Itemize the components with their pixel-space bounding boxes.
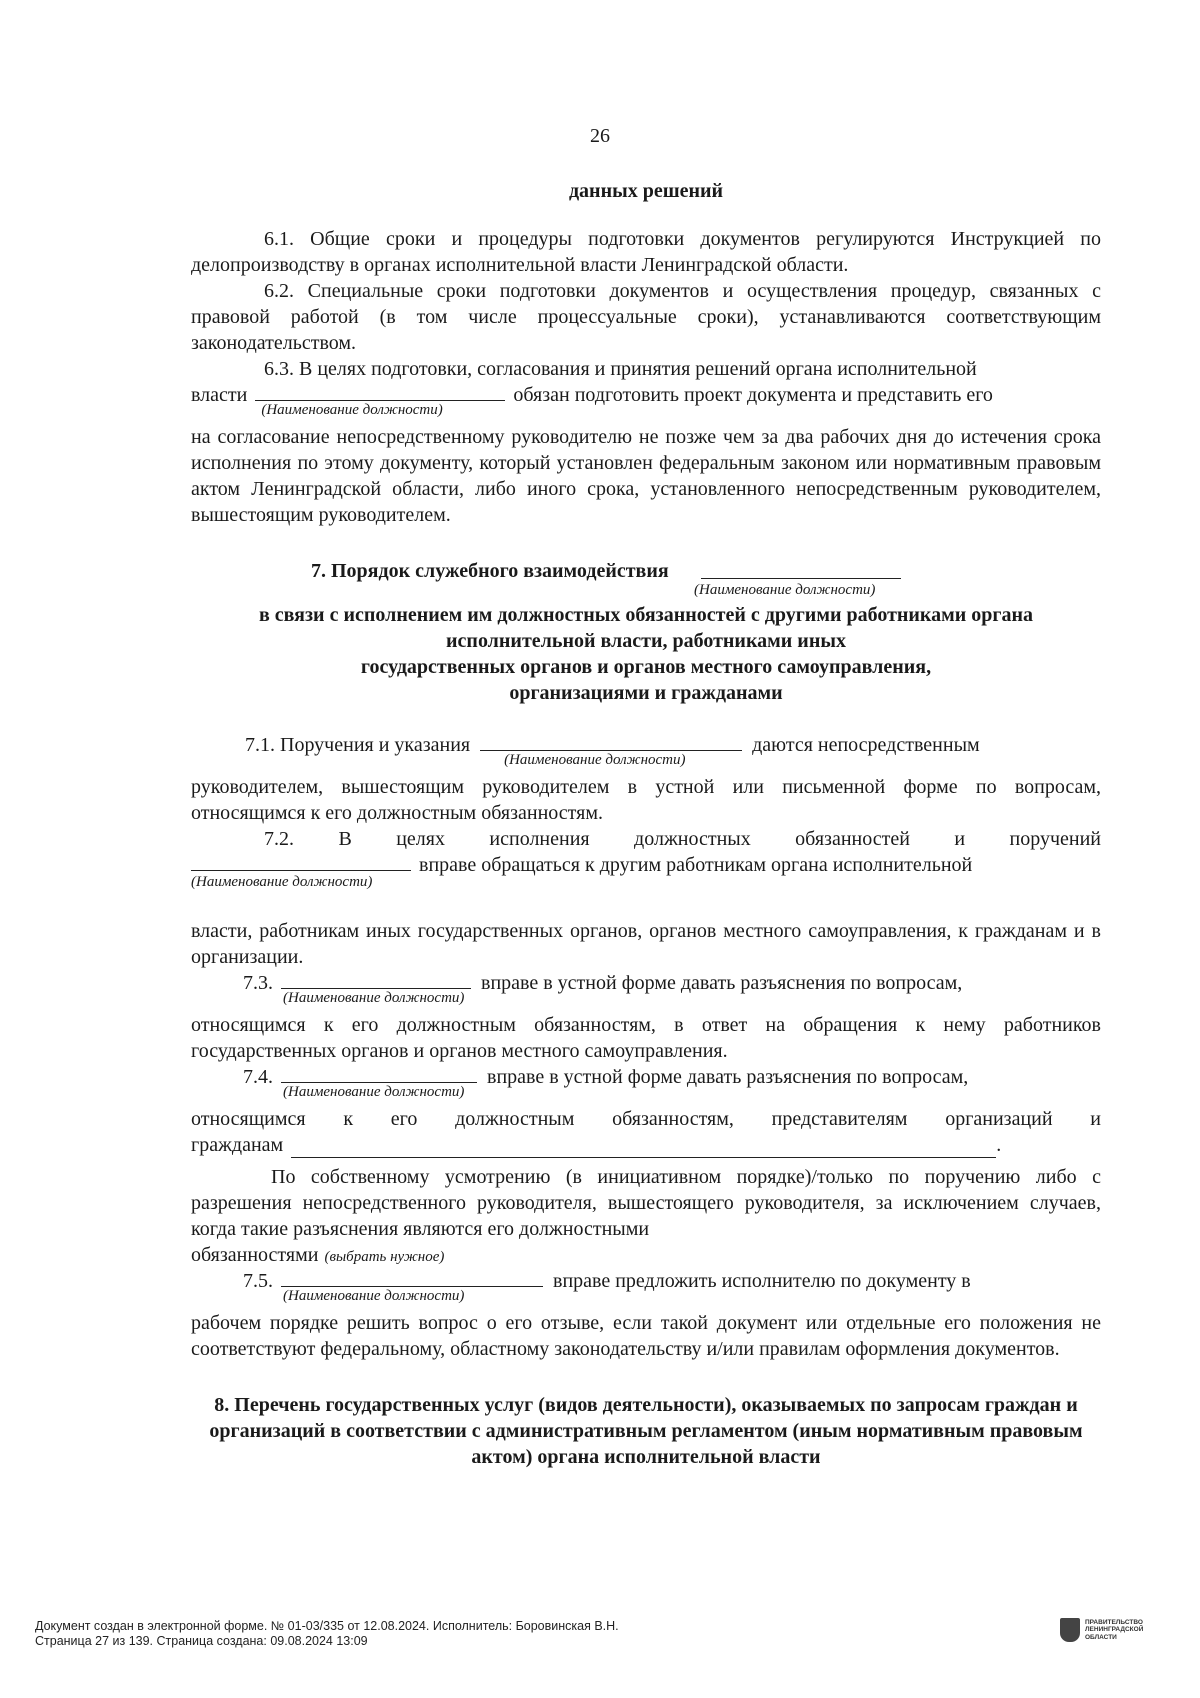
paragraph-7-4-line-5: [191, 1242, 1101, 1268]
text-fragment: даются непосредственным: [752, 734, 980, 756]
paragraph-7-5-line-1: [191, 1268, 1101, 1304]
page-number: 26: [590, 125, 610, 147]
text-fragment: 7.5.: [243, 1270, 273, 1292]
paragraph-6-3-line-1: 6.3. В целях подготовки, согласования и принятия решений органа исполнительной: [264, 358, 977, 380]
paragraph-7-3-line-1: [191, 970, 1101, 1006]
logo-text-line: ПРАВИТЕЛЬСТВО: [1085, 1618, 1143, 1626]
paragraph-7-4-line-2: относящимся к его должностным обязанностям, представителям организаций и: [191, 1108, 1101, 1130]
text-fragment: власти: [191, 384, 248, 406]
section-7-title-part-4: организациями и гражданами: [509, 682, 783, 704]
text-fragment: обязан подготовить проект документа и представить его: [513, 384, 993, 406]
text-fragment: 7.1. Поручения и указания: [245, 734, 471, 756]
text-fragment: вправе обращаться к другим работникам органа исполнительной: [419, 854, 973, 876]
position-hint: (Наименование должности): [283, 1288, 465, 1304]
position-hint: (Наименование должности): [283, 1084, 465, 1100]
coat-of-arms-icon: [1060, 1618, 1080, 1642]
blank-field: [291, 1139, 996, 1158]
text-fragment: гражданам: [191, 1134, 284, 1156]
blank-field: [255, 382, 505, 401]
blank-field: [281, 1268, 543, 1287]
text-fragment: 7.3.: [243, 972, 273, 994]
paragraph-6-2: 6.2. Специальные сроки подготовки документов и осуществления процедур, связанных с правовой работой (в том числе процессуальные сроки), устанавливаются соответствующим законодательством.: [191, 280, 1101, 354]
blank-field: [281, 970, 471, 989]
blank-field: [191, 852, 411, 871]
paragraph-7-2-line-1: 7.2. В целях исполнения должностных обязанностей и поручений: [264, 828, 1101, 850]
paragraph-7-4-line-1: [191, 1064, 1101, 1100]
document-body: [191, 178, 1101, 1470]
section-7-title-part-3: государственных органов и органов местного самоуправления,: [360, 656, 932, 678]
blank-field: [701, 560, 901, 579]
paragraph-7-1-line-1: [191, 732, 1101, 768]
position-hint: (Наименование должности): [191, 874, 373, 890]
position-hint: (Наименование должности): [283, 990, 465, 1006]
text-fragment: .: [996, 1134, 1002, 1156]
paragraph-7-2-line-2: [191, 852, 1101, 890]
section-7-title-row: [191, 558, 1101, 602]
paragraph-6-3-line-3: на согласование непосредственному руководителю не позже чем за два рабочих дня до истечения срока исполнения по этому документу, который установлен федеральным законом или нормативным правовым актом Ленинградской области, либо иного срока, установленного непосредственным руководителем, вышестоящим руководителем.: [191, 426, 1101, 526]
text-fragment: вправе предложить исполнителю по документу в: [553, 1270, 971, 1292]
logo-text: [1085, 1619, 1143, 1642]
document-footer: [35, 1619, 619, 1649]
text-fragment: обязанностями: [191, 1244, 319, 1266]
blank-field: [281, 1064, 477, 1083]
position-hint: (Наименование должности): [261, 402, 443, 418]
text-fragment: вправе в устной форме давать разъяснения по вопросам,: [481, 972, 963, 994]
paragraph-7-2-line-3: власти, работникам иных государственных органов, органов местного самоуправления, к гражданам и в организации.: [191, 920, 1101, 968]
footer-line-1: Документ создан в электронной форме. № 01-03/335 от 12.08.2024. Исполнитель: Боровинская В.Н.: [35, 1619, 619, 1633]
section-8-title: 8. Перечень государственных услуг (видов деятельности), оказываемых по запросам граждан и организаций в соответствии с административным регламентом (иным нормативным правовым актом) органа исполнительной власти: [209, 1394, 1083, 1468]
position-hint: (Наименование должности): [504, 752, 686, 768]
logo-text-line: ЛЕНИНГРАДСКОЙ: [1085, 1626, 1144, 1634]
choice-hint: (выбрать нужное): [324, 1249, 445, 1265]
section-7-title-part-2: в связи с исполнением им должностных обязанностей с другими работниками органа исполнительной власти, работниками иных: [258, 604, 1034, 652]
section-6-title-tail: данных решений: [568, 180, 724, 202]
section-7-title-part-1: 7. Порядок служебного взаимодействия: [311, 560, 669, 582]
text-fragment: 7.4.: [243, 1066, 273, 1088]
position-hint: (Наименование должности): [694, 582, 876, 598]
paragraph-7-5-line-2: рабочем порядке решить вопрос о его отзыве, если такой документ или отдельные его положения не соответствуют федеральному, областному законодательству и/или правилам оформления документов.: [191, 1312, 1101, 1360]
government-logo: [1060, 1618, 1143, 1642]
paragraph-7-3-line-2: относящимся к его должностным обязанностям, в ответ на обращения к нему работников государственных органов и органов местного самоуправления.: [191, 1014, 1101, 1062]
blank-field: [480, 732, 742, 751]
paragraph-6-1: 6.1. Общие сроки и процедуры подготовки документов регулируются Инструкцией по делопроизводству в органах исполнительной власти Ленинградской области.: [191, 228, 1101, 276]
paragraph-7-1-line-2: руководителем, вышестоящим руководителем в устной или письменной форме по вопросам, относящимся к его должностным обязанностям.: [191, 776, 1101, 824]
paragraph-6-3-line-2: [191, 382, 1101, 418]
logo-text-line: ОБЛАСТИ: [1085, 1633, 1117, 1641]
paragraph-7-4-line-4: По собственному усмотрению (в инициативном порядке)/только по поручению либо с разрешения непосредственного руководителя, вышестоящего руководителя, за исключением случаев, когда такие разъяснения являются его должностными: [191, 1166, 1101, 1240]
footer-line-2: Страница 27 из 139. Страница создана: 09.08.2024 13:09: [35, 1634, 368, 1648]
paragraph-7-4-line-3: [191, 1132, 1101, 1158]
text-fragment: вправе в устной форме давать разъяснения по вопросам,: [487, 1066, 969, 1088]
